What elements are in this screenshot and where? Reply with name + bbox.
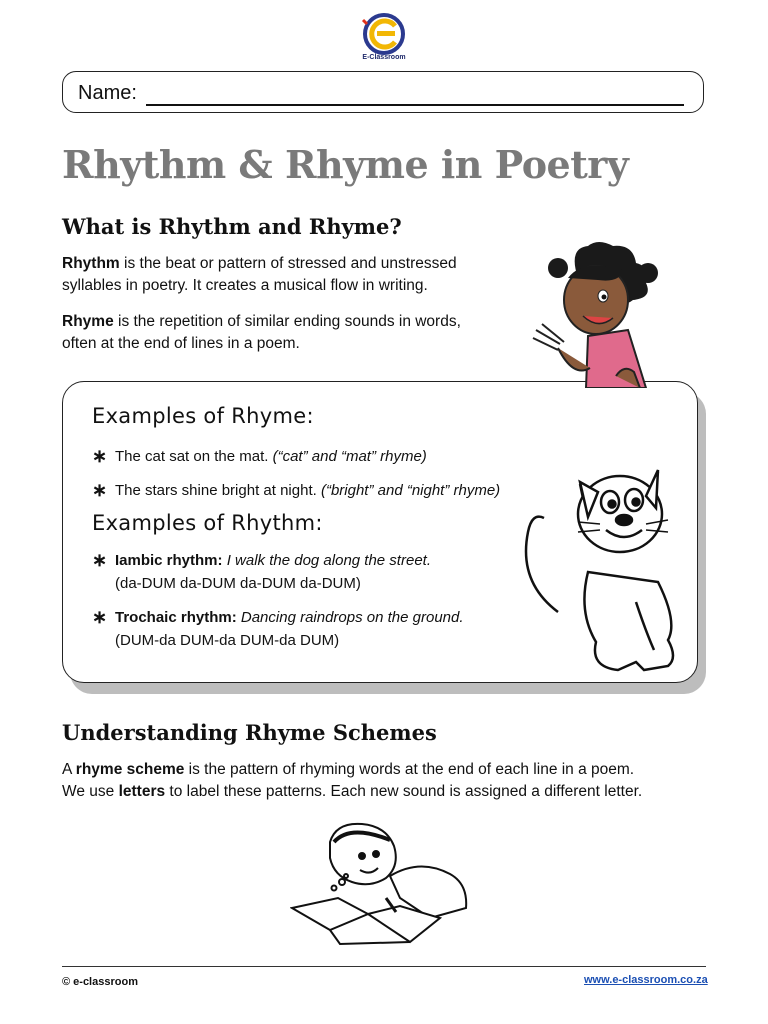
rhyme-example-text: The stars shine bright at night. bbox=[115, 482, 321, 499]
rhyme-def-2: often at the end of lines in a poem. bbox=[62, 335, 300, 352]
scheme-line1-b: is the pattern of rhyming words at the end of each line in a poem. bbox=[184, 761, 635, 778]
logo-text: E-Classroom bbox=[362, 54, 406, 61]
rhyme-example-note: (“cat” and “mat” rhyme) bbox=[272, 448, 427, 465]
section-heading-what-is: What is Rhythm and Rhyme? bbox=[62, 214, 402, 239]
rhyme-example-note: (“bright” and “night” rhyme) bbox=[320, 482, 501, 499]
boy-reading-illustration bbox=[290, 818, 472, 956]
rhyme-scheme-definition bbox=[62, 759, 722, 803]
asterisk-bullet-icon: ∗ bbox=[92, 446, 108, 466]
rhyme-example-text: The cat sat on the mat. bbox=[115, 448, 273, 465]
rhythm-example-sentence: Dancing raindrops on the ground. bbox=[236, 609, 464, 626]
rhythm-examples-heading: Examples of Rhythm: bbox=[92, 511, 323, 535]
footer-divider bbox=[62, 966, 706, 967]
rhyme-definition bbox=[62, 311, 522, 355]
rhyme-def-1: is the repetition of similar ending sounds in words, bbox=[113, 313, 461, 330]
footer-website-link[interactable]: www.e-classroom.co.za bbox=[584, 974, 708, 986]
asterisk-bullet-icon: ∗ bbox=[92, 480, 108, 500]
letters-term: letters bbox=[118, 783, 166, 800]
rhythm-example-pattern: (DUM-da DUM-da DUM-da DUM) bbox=[115, 632, 340, 649]
footer-copyright: © e-classroom bbox=[62, 976, 138, 988]
scheme-line2-b: to label these patterns. Each new sound is assigned a different letter. bbox=[165, 783, 643, 800]
rhyme-term: Rhyme bbox=[62, 313, 114, 330]
girl-illustration bbox=[528, 238, 658, 388]
rhythm-term: Rhythm bbox=[62, 255, 120, 272]
rhyme-examples-heading: Examples of Rhyme: bbox=[92, 404, 314, 428]
scheme-line2-a: We use bbox=[62, 783, 119, 800]
rhythm-example-term: Trochaic rhythm: bbox=[115, 609, 237, 626]
rhythm-example-term: Iambic rhythm: bbox=[115, 552, 223, 569]
asterisk-bullet-icon: ∗ bbox=[92, 607, 108, 627]
rhythm-def-1: is the beat or pattern of stressed and unstressed bbox=[119, 255, 457, 272]
rhyme-scheme-term: rhyme scheme bbox=[75, 761, 185, 778]
section-heading-rhyme-schemes: Understanding Rhyme Schemes bbox=[62, 720, 437, 745]
rhythm-example-pattern: (da-DUM da-DUM da-DUM da-DUM) bbox=[115, 575, 361, 592]
cat-illustration bbox=[518, 462, 690, 674]
name-label: Name: bbox=[78, 82, 137, 104]
page-title: Rhythm & Rhyme in Poetry bbox=[62, 142, 629, 187]
rhythm-def-2: syllables in poetry. It creates a musical flow in writing. bbox=[62, 277, 428, 294]
asterisk-bullet-icon: ∗ bbox=[92, 550, 108, 570]
rhythm-definition bbox=[62, 253, 522, 297]
name-box bbox=[62, 71, 704, 113]
name-input-line[interactable] bbox=[146, 104, 684, 106]
scheme-line1-a: A bbox=[62, 761, 76, 778]
rhythm-example-sentence: I walk the dog along the street. bbox=[222, 552, 431, 569]
